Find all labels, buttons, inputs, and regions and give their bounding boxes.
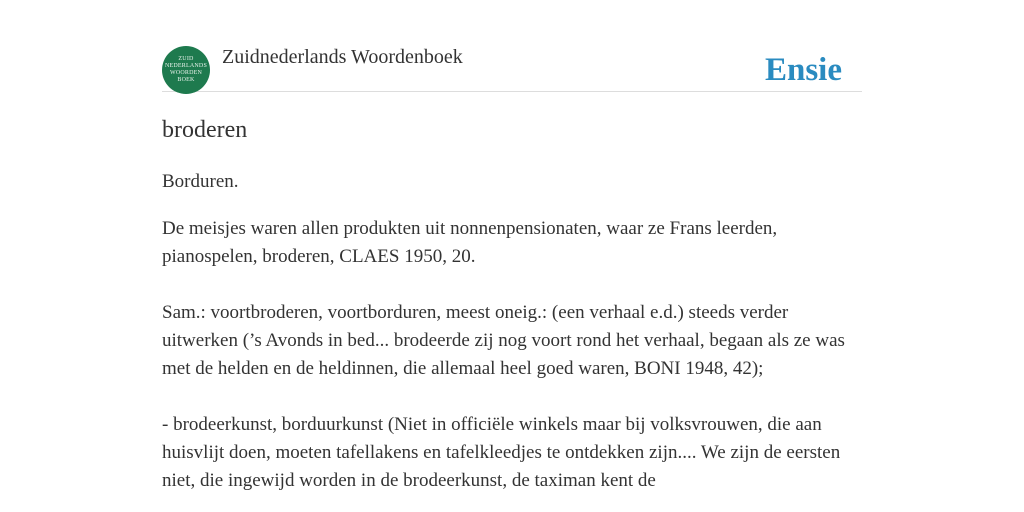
site-header [162, 44, 862, 92]
entry-title: broderen [162, 117, 248, 143]
logo-line: BOEK [177, 77, 195, 83]
entry-derivation: Sam.: voortbroderen, voortborduren, meest oneig.: (een verhaal e.d.) steeds verder uitwerken (’s Avonds in bed... brodeerde zij nog voort rond het verhaal, begaan als ze was met de helden en de heldinnen, die allemaal heel goed waren, BONI 1948, 42); [162, 302, 845, 379]
ensie-brand-logo[interactable]: Ensie [764, 52, 842, 88]
entry-compound: - brodeerkunst, borduurkunst (Niet in officiële winkels maar bij volksvrouwen, die aan huisvlijt doen, moeten tafellakens en tafelkleedjes te ontdekken zijn.... We zijn de eersten niet, die ingewijd worden in de brodeerkunst, de taximan kent de [162, 414, 841, 491]
entry-quote: De meisjes waren allen produkten uit nonnenpensionaten, waar ze Frans leerden, pianospelen, broderen, CLAES 1950, 20. [162, 218, 778, 267]
logo-line: NEDERLANDS [165, 63, 207, 69]
site-logo[interactable] [162, 46, 210, 94]
entry-definition: Borduren. [162, 171, 239, 192]
site-name-link[interactable]: Zuidnederlands Woordenboek [222, 46, 463, 68]
logo-line: ZUID [178, 56, 194, 62]
logo-line: WOORDEN [169, 70, 203, 76]
entry-content [162, 114, 862, 495]
